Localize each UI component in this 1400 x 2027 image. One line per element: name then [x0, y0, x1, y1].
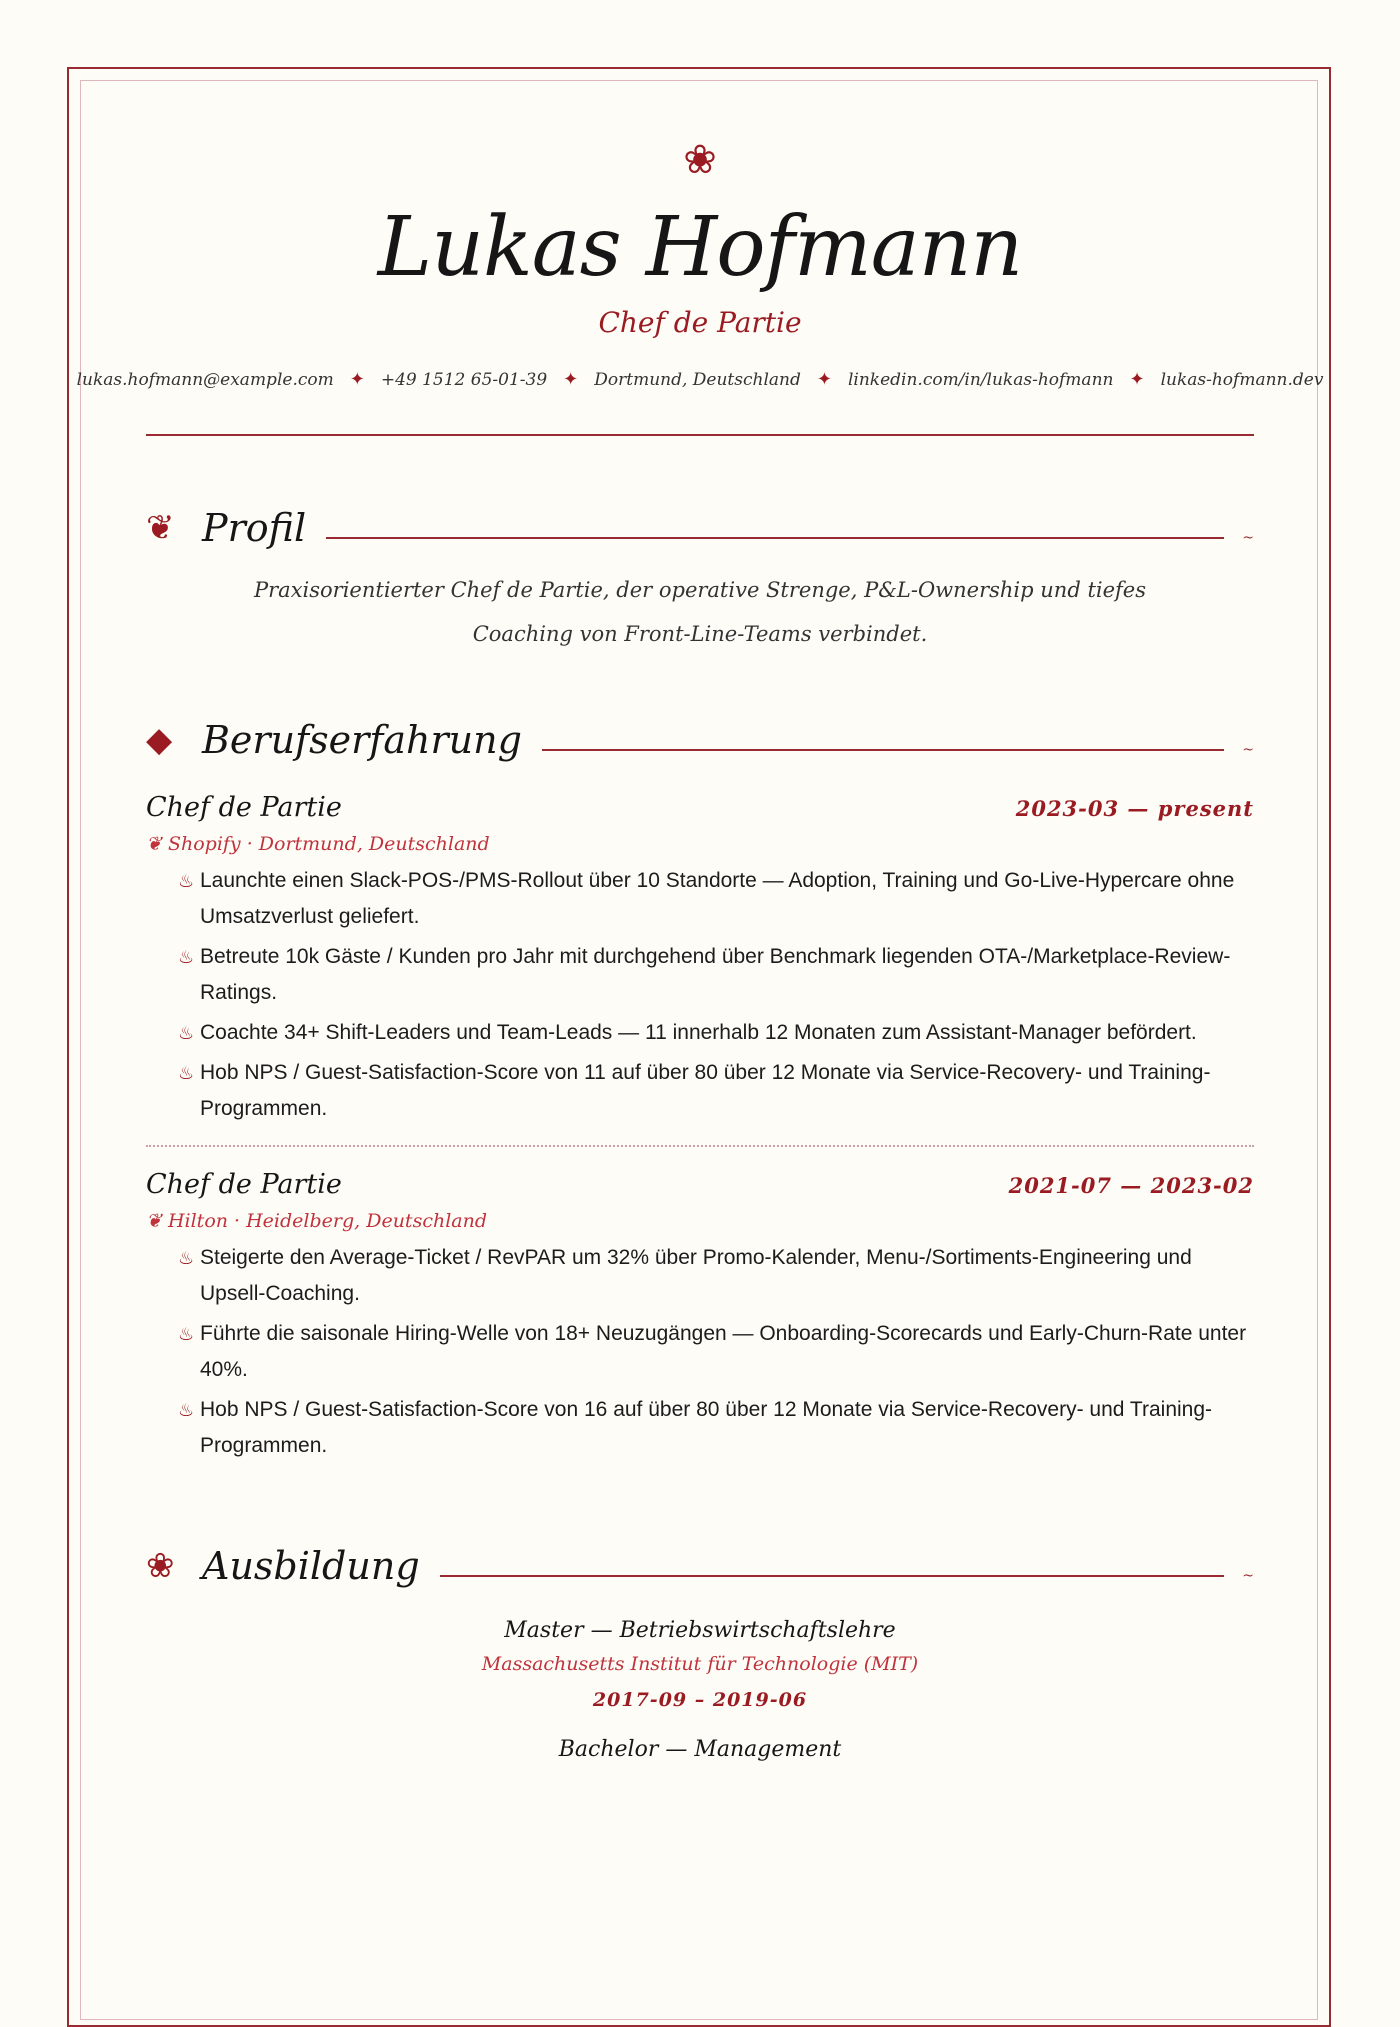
contact-email[interactable]: lukas.hofmann@example.com	[76, 369, 334, 390]
section-heading	[146, 506, 1254, 550]
section-rule	[440, 1575, 1225, 1577]
job-entry	[146, 792, 1254, 1127]
list-item: ♨ Betreute 10k Gäste / Kunden pro Jahr mit durchgehend über Benchmark liegenden OTA-/Marketplace-Review-Ratings.	[178, 939, 1254, 1011]
list-item: ♨ Launchte einen Slack-POS-/PMS-Rollout über 10 Standorte — Adoption, Training und Go-Live-Hypercare ohne Umsatzverlust geliefert.	[178, 863, 1254, 935]
education-section	[146, 1544, 1254, 1762]
flame-bullet-icon: ♨	[178, 1324, 195, 1344]
resume-page	[76, 137, 1324, 1762]
job-header	[146, 792, 1254, 823]
experience-section	[146, 718, 1254, 1464]
header-divider	[146, 434, 1254, 436]
job-entry	[146, 1169, 1254, 1464]
section-title: Berufserfahrung	[202, 718, 522, 762]
cherry-icon: ❦	[146, 508, 175, 548]
list-item: ♨ Steigerte den Average-Ticket / RevPAR um 32% über Promo-Kalender, Menu-/Sortiments-Engineering und Upsell-Coaching.	[178, 1240, 1254, 1312]
diamond-icon: ◆	[146, 720, 173, 760]
education-degree: Bachelor — Management	[558, 1737, 842, 1762]
contact-phone[interactable]: +49 1512 65-01-39	[380, 369, 548, 390]
job-date: 2023-03 — present	[1015, 796, 1254, 821]
list-item: ♨ Hob NPS / Guest-Satisfaction-Score von 16 auf über 80 über 12 Monate via Service-Recovery- und Training-Programmen.	[178, 1392, 1254, 1464]
profile-section	[146, 506, 1254, 656]
list-item: ♨ Coachte 34+ Shift-Leaders und Team-Leads — 11 innerhalb 12 Monaten zum Assistant-Manager befördert.	[178, 1015, 1254, 1051]
job-title: Chef de Partie	[146, 792, 342, 823]
job-bullets	[146, 1240, 1254, 1464]
flower-icon: ❀	[146, 1546, 175, 1586]
flame-bullet-icon: ♨	[178, 947, 195, 967]
flower-icon: ❀	[683, 137, 717, 183]
resume-header	[76, 137, 1324, 436]
list-item: ♨ Führte die saisonale Hiring-Welle von 18+ Neuzugängen — Onboarding-Scorecards und Early-Churn-Rate unter 40%.	[178, 1316, 1254, 1388]
section-title: Ausbildung	[202, 1544, 420, 1588]
tilde-ornament: ~	[1242, 742, 1254, 758]
star-separator-icon: ✦	[563, 369, 579, 390]
section-rule	[542, 749, 1224, 751]
profile-summary: Praxisorientierter Chef de Partie, der operative Strenge, P&L-Ownership und tiefes Coaching von Front-Line-Teams verbindet.	[254, 578, 1146, 646]
job-date: 2021-07 — 2023-02	[1008, 1173, 1254, 1198]
list-item: ♨ Hob NPS / Guest-Satisfaction-Score von 11 auf über 80 über 12 Monate via Service-Recovery- und Training-Programmen.	[178, 1055, 1254, 1127]
section-rule	[326, 537, 1224, 539]
section-title: Profil	[202, 506, 307, 550]
flame-bullet-icon: ♨	[178, 1063, 195, 1083]
section-heading	[146, 1544, 1254, 1588]
education-date: 2017-09 – 2019-06	[592, 1689, 808, 1711]
contact-line	[76, 369, 1324, 390]
flame-bullet-icon: ♨	[178, 1400, 195, 1420]
job-company: ❦ Hilton · Heidelberg, Deutschland	[146, 1210, 487, 1232]
tilde-ornament: ~	[1242, 1568, 1254, 1584]
star-separator-icon: ✦	[816, 369, 832, 390]
flame-bullet-icon: ♨	[178, 1023, 195, 1043]
job-divider	[146, 1145, 1254, 1147]
star-separator-icon: ✦	[1129, 369, 1145, 390]
education-degree: Master — Betriebswirtschaftslehre	[504, 1618, 896, 1643]
candidate-name: Lukas Hofmann	[377, 200, 1023, 295]
flame-bullet-icon: ♨	[178, 871, 195, 891]
job-header	[146, 1169, 1254, 1200]
contact-linkedin[interactable]: linkedin.com/in/lukas-hofmann	[847, 369, 1114, 390]
job-company: ❦ Shopify · Dortmund, Deutschland	[146, 833, 490, 855]
candidate-role: Chef de Partie	[598, 306, 802, 339]
contact-website[interactable]: lukas-hofmann.dev	[1160, 369, 1324, 390]
star-separator-icon: ✦	[349, 369, 365, 390]
job-title: Chef de Partie	[146, 1169, 342, 1200]
education-entry	[146, 1737, 1254, 1762]
education-entry	[146, 1618, 1254, 1711]
contact-location: Dortmund, Deutschland	[594, 369, 801, 390]
education-school: Massachusetts Institut für Technologie (MIT)	[481, 1653, 919, 1675]
section-heading	[146, 718, 1254, 762]
tilde-ornament: ~	[1242, 530, 1254, 546]
job-bullets	[146, 863, 1254, 1127]
flame-bullet-icon: ♨	[178, 1248, 195, 1268]
